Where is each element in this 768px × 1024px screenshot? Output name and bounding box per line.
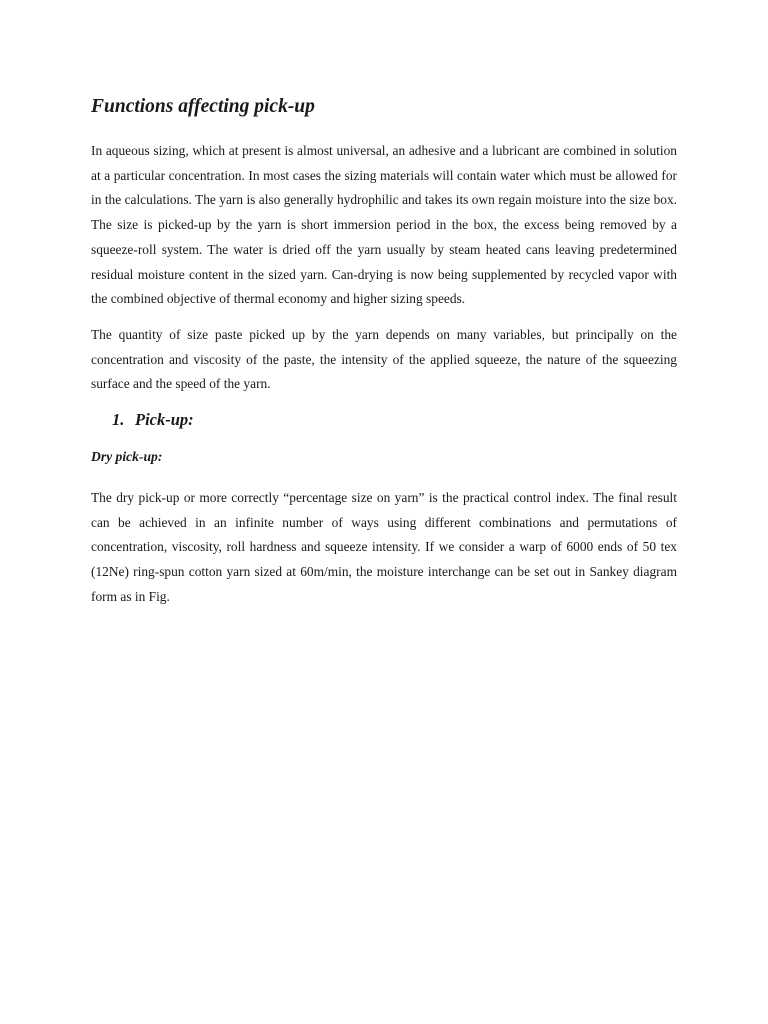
section-number: 1. [112, 410, 125, 430]
dry-pickup-paragraph: The dry pick-up or more correctly “percentage size on yarn” is the practical control index. The final result can be achieved in an infinite number of ways using different combinations and permutations of concentration, viscosity, roll hardness and squeeze intensity. If we consider a warp of 6000 ends of 50 tex (12Ne) ring-spun cotton yarn sized at 60m/min, the moisture interchange can be set out in Sankey diagram form as in Fig. [91, 490, 677, 604]
subsection-heading: Dry pick-up: [91, 449, 163, 465]
quantity-paragraph: The quantity of size paste picked up by the yarn depends on many variables, but principally on the concentration and viscosity of the paste, the intensity of the applied squeeze, the nature of the squeezing surface and the speed of the yarn. [91, 326, 677, 392]
section-heading-text: Pick-up: [135, 410, 194, 430]
intro-paragraph: In aqueous sizing, which at present is almost universal, an adhesive and a lubricant are combined in solution at a particular concentration. In most cases the sizing materials will contain water which must be allowed for in the calculations. The yarn is also generally hydrophilic and takes its own regain moisture into the size box. The size is picked-up by the yarn is short immersion period in the box, the excess being removed by a squeeze-roll system. The water is dried off the yarn usually by steam heated cans leaving predetermined residual moisture content in the sized yarn. Can-drying is now being supplemented by recycled vapor with the combined objective of thermal economy and higher sizing speeds. [91, 143, 677, 307]
section-heading [91, 408, 677, 432]
document-title: Functions affecting pick-up [91, 96, 315, 117]
